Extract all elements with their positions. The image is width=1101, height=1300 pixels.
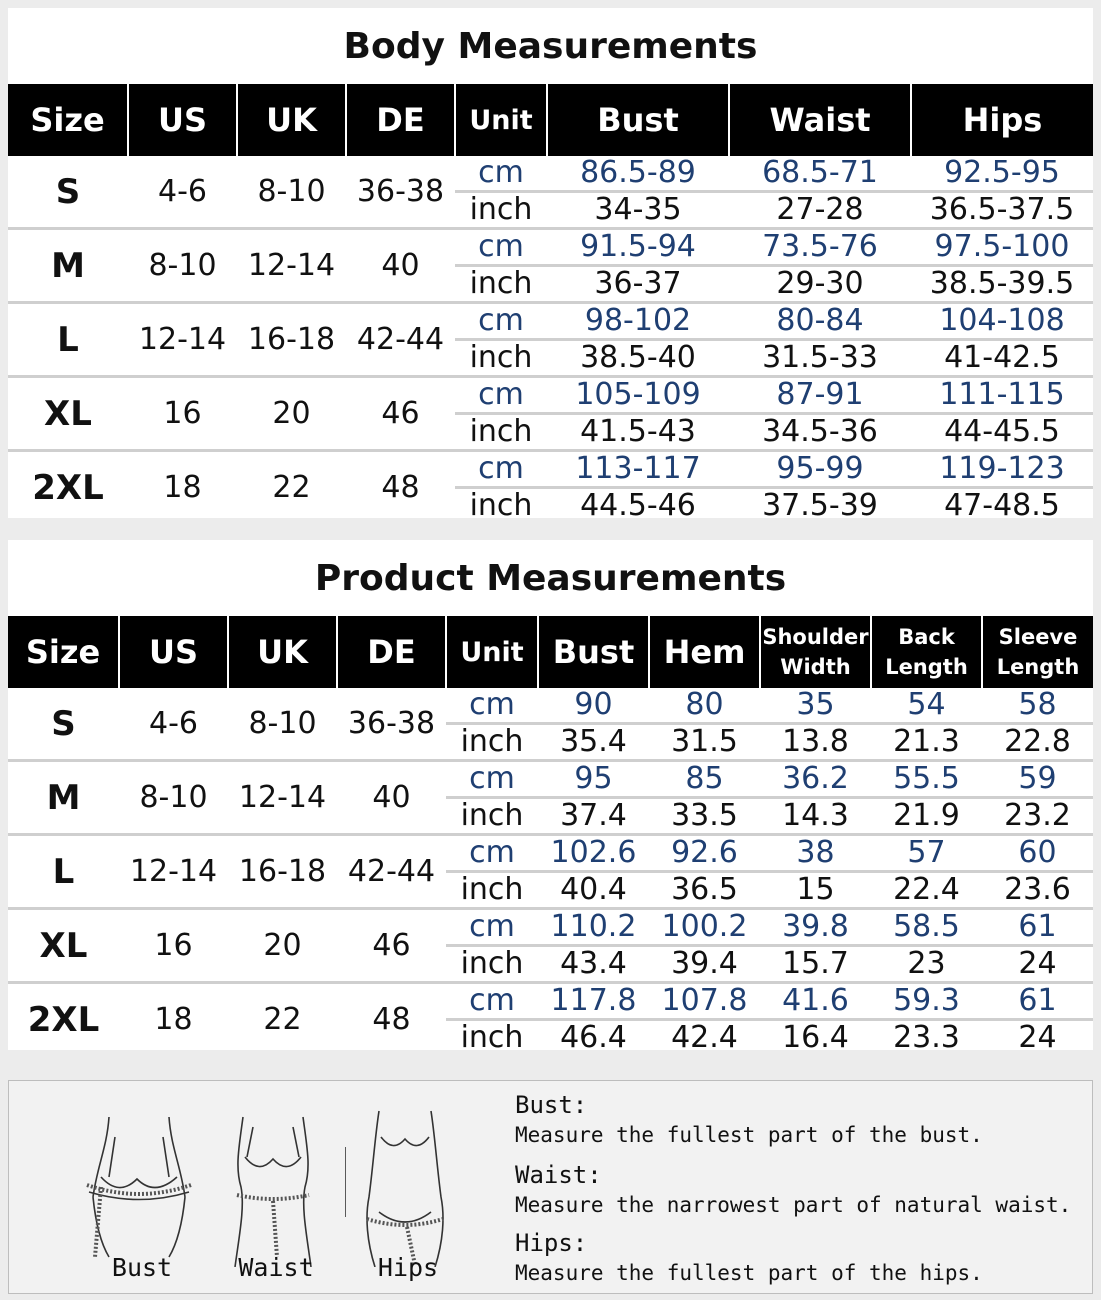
cm-value-cell: 59.3 — [871, 983, 982, 1020]
inch-value-cell: 36.5 — [649, 872, 760, 909]
uk-size-cell: 8-10 — [237, 156, 346, 229]
cm-value-cell: 58.5 — [871, 909, 982, 946]
table-row — [8, 229, 1093, 266]
cm-value-cell: 36.2 — [760, 761, 871, 798]
de-size-cell: 48 — [381, 469, 420, 505]
unit-cell: cm — [455, 377, 547, 414]
cm-value-cell: 73.5-76 — [729, 229, 911, 266]
uk-size-cell: 16-18 — [228, 835, 337, 909]
hips-instruction-heading: Hips: — [515, 1229, 588, 1257]
header-sleeve-length: Sleeve Length — [982, 616, 1093, 688]
header-shoulder-width: Shoulder Width — [760, 616, 871, 688]
inch-value-cell: 15 — [760, 872, 871, 909]
header-back-length: Back Length — [871, 616, 982, 688]
size-cell: 2XL — [27, 999, 100, 1040]
de-size-cell: 40 — [346, 229, 455, 303]
header-uk: UK — [237, 84, 346, 156]
inch-value-cell: 23.3 — [893, 1020, 960, 1055]
inch-value-cell: 36.5-37.5 — [911, 192, 1093, 229]
inch-value-cell: 23.2 — [982, 798, 1093, 835]
waist-figure-label: Waist — [238, 1253, 314, 1282]
body-measurements-panel — [8, 8, 1093, 523]
size-cell: S — [8, 156, 128, 229]
cm-value-cell: 80-84 — [729, 303, 911, 340]
hips-measure-illustration — [345, 1107, 465, 1267]
header-hem: Hem — [649, 616, 760, 688]
uk-size-cell: 8-10 — [228, 688, 337, 761]
us-size-cell: 8-10 — [128, 229, 237, 303]
header-uk: UK — [228, 616, 337, 688]
header-bust: Bust — [547, 84, 729, 156]
table-row — [8, 377, 1093, 414]
unit-cell: inch — [469, 488, 533, 523]
cm-value-cell: 35 — [760, 688, 871, 724]
size-cell: M — [8, 761, 119, 835]
inch-value-cell: 24 — [1018, 1020, 1057, 1055]
body-measurements-title: Body Measurements — [343, 26, 758, 67]
us-size-cell: 12-14 — [119, 835, 228, 909]
size-cell: L — [8, 303, 128, 377]
waist-measure-illustration — [213, 1107, 333, 1267]
unit-cell: inch — [455, 192, 547, 229]
inch-value-cell: 13.8 — [760, 724, 871, 761]
product-measurements-panel — [8, 540, 1093, 1055]
cm-value-cell: 97.5-100 — [911, 229, 1093, 266]
uk-size-cell: 22 — [272, 469, 311, 505]
inch-value-cell: 27-28 — [729, 192, 911, 229]
de-size-cell: 40 — [337, 761, 446, 835]
inch-value-cell: 31.5 — [649, 724, 760, 761]
us-size-cell: 16 — [119, 909, 228, 983]
cm-value-cell: 100.2 — [649, 909, 760, 946]
unit-cell: cm — [455, 229, 547, 266]
cm-value-cell: 86.5-89 — [547, 156, 729, 192]
unit-cell: inch — [446, 872, 538, 909]
cm-value-cell: 59 — [982, 761, 1093, 798]
inch-value-cell: 37.5-39 — [762, 488, 878, 523]
table-row — [8, 303, 1093, 340]
cm-value-cell: 61 — [982, 983, 1093, 1020]
hips-instruction-text: Measure the fullest part of the hips. — [515, 1261, 983, 1285]
inch-value-cell: 39.4 — [649, 946, 760, 983]
bust-instruction-text: Measure the fullest part of the bust. — [515, 1123, 983, 1147]
de-size-cell: 36-38 — [337, 688, 446, 761]
inch-value-cell: 34-35 — [547, 192, 729, 229]
header-row — [8, 616, 1093, 688]
cm-value-cell: 95-99 — [729, 451, 911, 488]
inch-value-cell: 38.5-40 — [547, 340, 729, 377]
cm-value-cell: 85 — [649, 761, 760, 798]
size-cell: XL — [8, 909, 119, 983]
size-cell: S — [8, 688, 119, 761]
unit-cell: inch — [446, 946, 538, 983]
cm-value-cell: 41.6 — [760, 983, 871, 1020]
cm-value-cell: 68.5-71 — [729, 156, 911, 192]
table-row — [8, 688, 1093, 724]
inch-value-cell: 47-48.5 — [944, 488, 1060, 523]
unit-cell: inch — [455, 340, 547, 377]
table-row — [8, 983, 1093, 1020]
us-size-cell: 4-6 — [128, 156, 237, 229]
measuring-guide — [8, 1080, 1093, 1294]
inch-value-cell: 29-30 — [729, 266, 911, 303]
cm-value-cell: 111-115 — [911, 377, 1093, 414]
cm-value-cell: 87-91 — [729, 377, 911, 414]
product-measurements-title: Product Measurements — [314, 558, 787, 599]
unit-cell: inch — [446, 798, 538, 835]
inch-value-cell: 42.4 — [671, 1020, 738, 1055]
cm-value-cell: 104-108 — [911, 303, 1093, 340]
de-size-cell: 42-44 — [346, 303, 455, 377]
inch-value-cell: 21.3 — [871, 724, 982, 761]
uk-size-cell: 12-14 — [237, 229, 346, 303]
us-size-cell: 18 — [154, 1001, 193, 1037]
header-size: Size — [8, 616, 119, 688]
unit-cell: cm — [446, 909, 538, 946]
cm-value-cell: 117.8 — [538, 983, 649, 1020]
uk-size-cell: 22 — [263, 1001, 302, 1037]
cm-value-cell: 60 — [982, 835, 1093, 872]
unit-cell: inch — [455, 266, 547, 303]
cm-value-cell: 113-117 — [547, 451, 729, 488]
inch-value-cell: 41.5-43 — [547, 414, 729, 451]
bust-instruction — [515, 1089, 983, 1149]
table-row — [8, 761, 1093, 798]
inch-value-cell: 44.5-46 — [580, 488, 696, 523]
cm-value-cell: 58 — [982, 688, 1093, 724]
us-size-cell: 18 — [163, 469, 202, 505]
inch-value-cell: 37.4 — [538, 798, 649, 835]
cm-value-cell: 54 — [871, 688, 982, 724]
waist-instruction — [515, 1159, 1071, 1219]
us-size-cell: 4-6 — [119, 688, 228, 761]
de-size-cell: 46 — [337, 909, 446, 983]
cm-value-cell: 57 — [871, 835, 982, 872]
header-us: US — [119, 616, 228, 688]
uk-size-cell: 20 — [228, 909, 337, 983]
unit-cell: inch — [455, 414, 547, 451]
cm-value-cell: 38 — [760, 835, 871, 872]
unit-cell: cm — [455, 451, 547, 488]
uk-size-cell: 20 — [237, 377, 346, 451]
product-measurements-table — [8, 616, 1093, 1055]
table-row — [8, 156, 1093, 192]
inch-value-cell: 36-37 — [547, 266, 729, 303]
unit-cell: cm — [446, 983, 538, 1020]
uk-size-cell: 16-18 — [237, 303, 346, 377]
cm-value-cell: 55.5 — [871, 761, 982, 798]
uk-size-cell: 12-14 — [228, 761, 337, 835]
inch-value-cell: 40.4 — [538, 872, 649, 909]
header-unit: Unit — [455, 84, 547, 156]
inch-value-cell: 15.7 — [760, 946, 871, 983]
header-row — [8, 84, 1093, 156]
inch-value-cell: 38.5-39.5 — [911, 266, 1093, 303]
inch-value-cell: 41-42.5 — [911, 340, 1093, 377]
inch-value-cell: 22.4 — [871, 872, 982, 909]
table-row — [8, 909, 1093, 946]
waist-instruction-text: Measure the narrowest part of natural waist. — [515, 1193, 1072, 1217]
inch-value-cell: 22.8 — [982, 724, 1093, 761]
header-us: US — [128, 84, 237, 156]
cm-value-cell: 98-102 — [547, 303, 729, 340]
bust-figure-label: Bust — [111, 1253, 173, 1282]
table-row — [8, 835, 1093, 872]
inch-value-cell: 14.3 — [760, 798, 871, 835]
unit-cell: inch — [446, 724, 538, 761]
inch-value-cell: 21.9 — [871, 798, 982, 835]
cm-value-cell: 90 — [538, 688, 649, 724]
bust-instruction-heading: Bust: — [515, 1091, 588, 1119]
header-unit: Unit — [446, 616, 538, 688]
inch-value-cell: 43.4 — [538, 946, 649, 983]
cm-value-cell: 39.8 — [760, 909, 871, 946]
inch-value-cell: 31.5-33 — [729, 340, 911, 377]
bust-measure-illustration — [79, 1107, 199, 1267]
cm-value-cell: 61 — [982, 909, 1093, 946]
cm-value-cell: 92.6 — [649, 835, 760, 872]
de-size-cell: 48 — [372, 1001, 411, 1037]
unit-cell: inch — [460, 1020, 524, 1055]
cm-value-cell: 92.5-95 — [911, 156, 1093, 192]
inch-value-cell: 33.5 — [649, 798, 760, 835]
cm-value-cell: 91.5-94 — [547, 229, 729, 266]
table-row — [8, 451, 1093, 488]
inch-value-cell: 35.4 — [538, 724, 649, 761]
size-cell: L — [8, 835, 119, 909]
inch-value-cell: 16.4 — [782, 1020, 849, 1055]
de-size-cell: 36-38 — [346, 156, 455, 229]
us-size-cell: 16 — [128, 377, 237, 451]
header-size: Size — [8, 84, 128, 156]
unit-cell: cm — [446, 688, 538, 724]
inch-value-cell: 46.4 — [560, 1020, 627, 1055]
inch-value-cell: 24 — [982, 946, 1093, 983]
header-de: DE — [346, 84, 455, 156]
us-size-cell: 12-14 — [128, 303, 237, 377]
de-size-cell: 46 — [346, 377, 455, 451]
unit-cell: cm — [455, 156, 547, 192]
cm-value-cell: 95 — [538, 761, 649, 798]
cm-value-cell: 80 — [649, 688, 760, 724]
cm-value-cell: 105-109 — [547, 377, 729, 414]
unit-cell: cm — [446, 761, 538, 798]
body-measurements-table — [8, 84, 1093, 523]
unit-cell: cm — [455, 303, 547, 340]
header-bust: Bust — [538, 616, 649, 688]
size-cell: 2XL — [32, 467, 104, 508]
inch-value-cell: 23 — [871, 946, 982, 983]
waist-instruction-heading: Waist: — [515, 1161, 602, 1189]
cm-value-cell: 107.8 — [649, 983, 760, 1020]
hips-instruction — [515, 1227, 983, 1287]
header-hips: Hips — [911, 84, 1093, 156]
header-waist: Waist — [729, 84, 911, 156]
inch-value-cell: 34.5-36 — [729, 414, 911, 451]
us-size-cell: 8-10 — [119, 761, 228, 835]
size-cell: XL — [8, 377, 128, 451]
inch-value-cell: 23.6 — [982, 872, 1093, 909]
cm-value-cell: 110.2 — [538, 909, 649, 946]
de-size-cell: 42-44 — [337, 835, 446, 909]
cm-value-cell: 119-123 — [911, 451, 1093, 488]
inch-value-cell: 44-45.5 — [911, 414, 1093, 451]
hips-figure-label: Hips — [377, 1253, 439, 1282]
size-cell: M — [8, 229, 128, 303]
header-de: DE — [337, 616, 446, 688]
cm-value-cell: 102.6 — [538, 835, 649, 872]
unit-cell: cm — [446, 835, 538, 872]
